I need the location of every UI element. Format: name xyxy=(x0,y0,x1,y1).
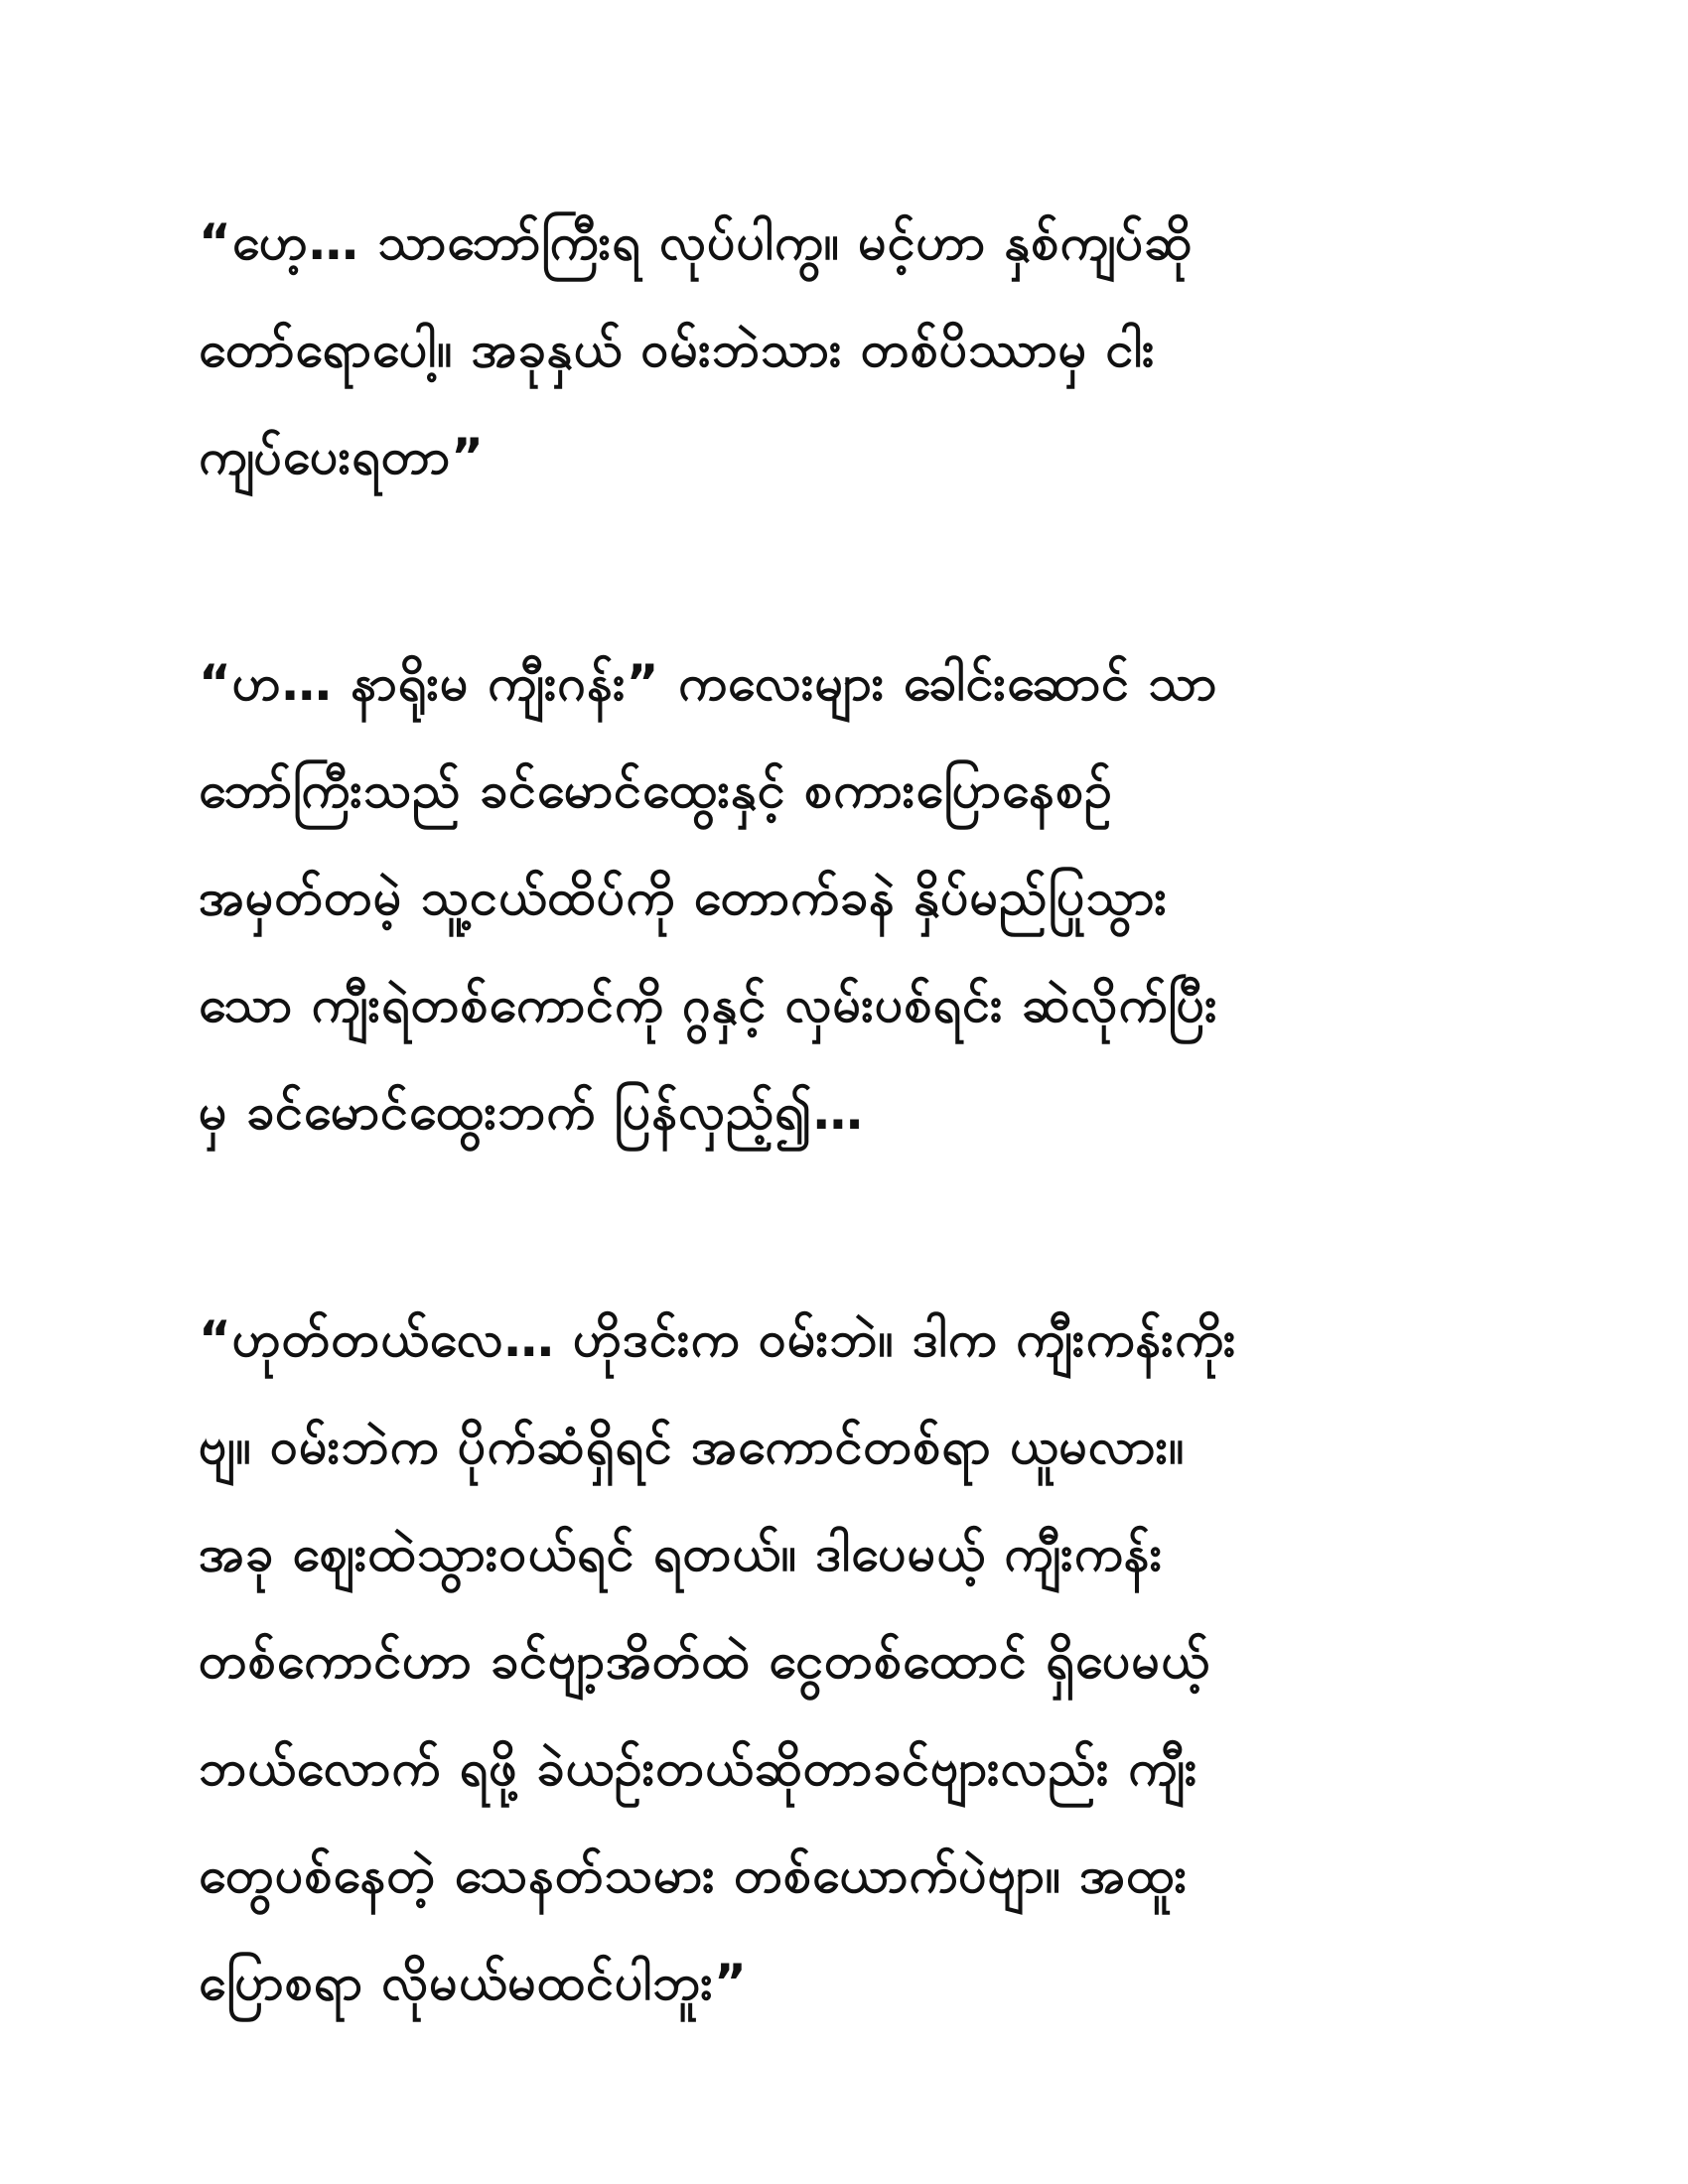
paragraph-line: အခု ဈေးထဲသွားဝယ်ရင် ရတယ်။ ဒါပေမယ့် ကျီးကန်း xyxy=(199,1525,1164,1582)
paragraph-line: “ဟုတ်တယ်လေ… ဟိုဒင်းက ဝမ်းဘဲ။ ဒါက ကျီးကန်းကိုး xyxy=(199,1310,1237,1368)
paragraph-line: မှ ခင်မောင်ထွေးဘက် ပြန်လှည့်၍… xyxy=(199,1083,864,1141)
paragraph-line: တစ်ကောင်ဟာ ခင်ဗျာ့အိတ်ထဲ ငွေတစ်ထောင် ရှိပေမယ့် xyxy=(199,1632,1210,1690)
paragraph-3 xyxy=(199,1286,1509,2036)
paragraph-line: ဗျ။ ဝမ်းဘဲက ပိုက်ဆံရှိရင် အကောင်တစ်ရာ ယူမလား။ xyxy=(199,1418,1186,1475)
paragraph-line: တော်ရောပေါ့။ အခုနှယ် ဝမ်းဘဲသား တစ်ပိဿာမှ ငါး xyxy=(199,321,1156,378)
paragraph-2 xyxy=(199,629,1509,1165)
paragraph-line: ကျပ်ပေးရတာ” xyxy=(199,428,485,485)
paragraph-line: ဘယ်လောက် ရဖို့ ခဲယဉ်းတယ်ဆိုတာခင်ဗျားလည်း ကျီး xyxy=(199,1739,1198,1797)
paragraph-line: တွေပစ်နေတဲ့ သေနတ်သမား တစ်ယောက်ပဲဗျာ။ အထူး xyxy=(199,1846,1189,1904)
paragraph-line: ပြောစရာ လိုမယ်မထင်ပါဘူး” xyxy=(199,1954,748,2011)
paragraph-line: ဘော်ကြီးသည် ခင်မောင်ထွေးနှင့် စကားပြောနေစဉ် xyxy=(199,761,1113,819)
paragraph-1 xyxy=(199,189,1509,510)
paragraph-line: အမှတ်တမဲ့ သူ့ငယ်ထိပ်ကို တောက်ခနဲ နှိပ်မည်ပြုသွား xyxy=(199,869,1169,926)
paragraph-line: “ဟေ့… သာဘော်ကြီးရ လုပ်ပါကွ။ မင့်ဟာ နှစ်ကျပ်ဆို xyxy=(199,213,1194,271)
paragraph-line: သော ကျီးရဲတစ်ကောင်ကို ဂွနှင့် လှမ်းပစ်ရင်း ဆဲလိုက်ပြီး xyxy=(199,976,1218,1033)
paragraph-line: “ဟ… နာရိုးမ ကျီးဂန်း” ကလေးများ ခေါင်းဆောင် သာ xyxy=(199,654,1218,712)
